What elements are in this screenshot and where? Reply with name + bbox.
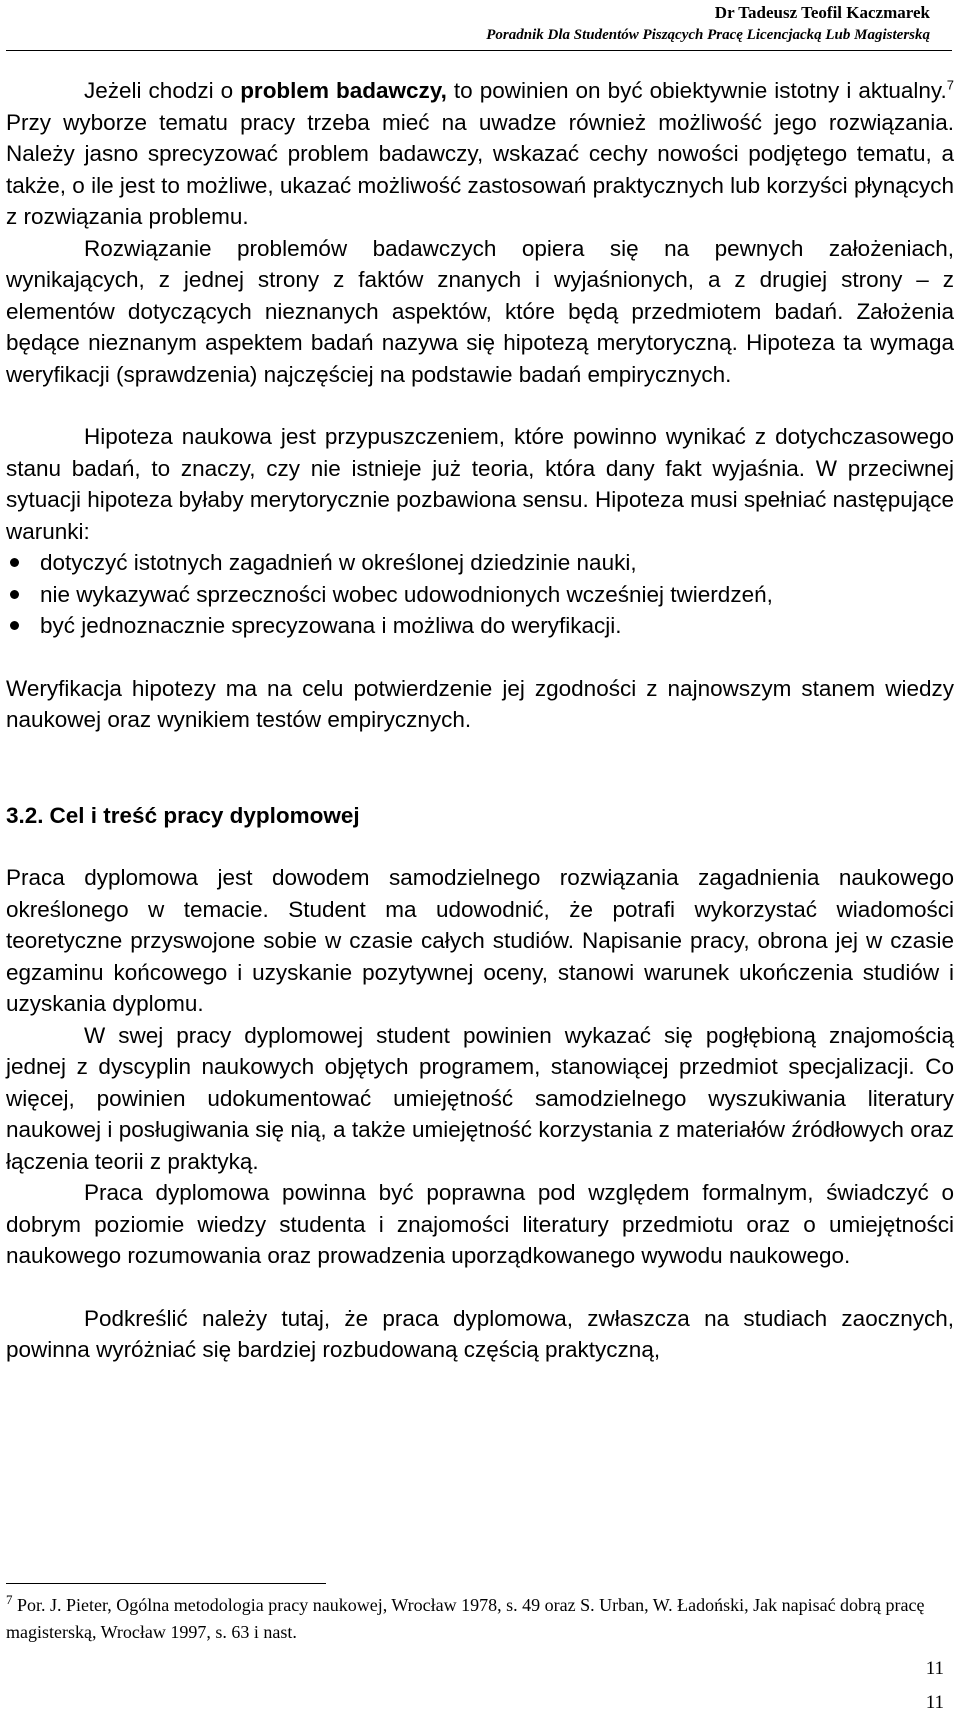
footnote-number: 7 xyxy=(6,1592,13,1607)
paragraph-podkreslic: Podkreślić należy tutaj, że praca dyplomowa, zwłaszcza na studiach zaocznych, powinna wyróżniać się bardziej rozbudowaną częścią praktyczną, xyxy=(6,1305,954,1362)
paragraph-student: W swej pracy dyplomowej student powinien wykazać się pogłębioną znajomością jednej z dyscyplin naukowych objętych programem, stanowiącej przedmiot specjalizacji. Co więcej, powinien udokumentować umiejętność samodzielnego wyszukiwania literatury naukowej i posługiwania się nią, a także umiejętność korzystania z materiałów źródłowych oraz łączenia teorii z praktyką. xyxy=(6,1022,954,1174)
section-title: Cel i treść pracy dyplomowej xyxy=(49,802,360,828)
spacer xyxy=(6,390,954,421)
section-heading xyxy=(6,800,954,832)
spacer xyxy=(6,831,954,862)
footnote-text: Por. J. Pieter, Ogólna metodologia pracy naukowej, Wrocław 1978, s. 49 oraz S. Urban, W. Ładoński, Jak napisać dobrą pracę magisterską, Wrocław 1997, s. 63 i nast. xyxy=(6,1595,925,1642)
paragraph-text: to powinien on być obiektywnie istotny i aktualny. xyxy=(446,78,947,103)
paragraph-poprawna: Praca dyplomowa powinna być poprawna pod względem formalnym, świadczyć o dobrym poziomie wiedzy studenta i znajomości literatury przedmiotu oraz o umiejętności naukowego rozumowania oraz prowadzenia uporządkowanego wywodu naukowego. xyxy=(6,1180,954,1268)
list-item: dotyczyć istotnych zagadnień w określonej dziedzinie nauki, xyxy=(6,547,954,579)
paragraph-hipoteza: Hipoteza naukowa jest przypuszczeniem, które powinno wynikać z dotychczasowego stanu badań, to znaczy, czy nie istnieje już teoria, która dany fakt wyjaśnia. W przeciwnej sytuacji hipoteza byłaby merytorycznie pozbawiona sensu. Hipoteza musi spełniać następujące warunki: xyxy=(6,424,955,544)
paragraph-weryfikacja: Weryfikacja hipotezy ma na celu potwierdzenie jej zgodności z najnowszym stanem wiedzy naukowej oraz wynikiem testów empirycznych. xyxy=(6,675,954,732)
section-number: 3.2. xyxy=(6,802,44,828)
header-subtitle: Poradnik Dla Studentów Piszących Pracę Licencjacką Lub Magisterską xyxy=(486,27,930,43)
list-item: być jednoznacznie sprecyzowana i możliwa do weryfikacji. xyxy=(6,610,954,642)
header-author: Dr Tadeusz Teofil Kaczmarek xyxy=(714,3,930,22)
spacer xyxy=(6,642,954,673)
page-number: 11 xyxy=(925,1692,944,1713)
header-rule xyxy=(6,50,952,51)
footnote-rule xyxy=(6,1583,326,1584)
bullet-list xyxy=(6,547,954,642)
page-number: 11 xyxy=(925,1658,944,1679)
paragraph-rozwiazanie: Rozwiązanie problemów badawczych opiera się na pewnych założeniach, wynikających, z jednej strony z faktów znanych i wyjaśnionych, a z drugiej strony – z elementów dotyczących nieznanych aspektów, które będą przedmiotem badań. Założenia będące nieznanym aspektem badań nazywa się hipotezą merytoryczną. Hipoteza ta wymaga weryfikacji (sprawdzenia) najczęściej na podstawie badań empirycznych. xyxy=(6,235,954,387)
paragraph-text: Jeżeli chodzi o xyxy=(84,78,241,103)
spacer xyxy=(6,736,954,800)
paragraph-problem-badawczy xyxy=(6,75,954,233)
body-text xyxy=(6,75,954,1366)
paragraph-praca-dyplomowa: Praca dyplomowa jest dowodem samodzielnego rozwiązania zagadnienia naukowego określonego w temacie. Student ma udowodnić, że potrafi wykorzystać wiadomości teoretyczne przyswojone sobie w czasie całych studiów. Napisanie pracy, obrona jej w czasie egzaminu końcowego i uzyskanie pozytywnej oceny, stanowi warunek ukończenia studiów i uzyskania dyplomu. xyxy=(6,865,954,1016)
paragraph-text: Przy wyborze tematu pracy trzeba mieć na uwadze również możliwość jego rozwiązania. Należy jasno sprecyzować problem badawczy, wskazać cechy nowości podjętego tematu, a także, o ile jest to możliwe, ukazać możliwość zastosowań praktycznych lub korzyści płynących z rozwiązania problemu. xyxy=(6,109,954,229)
footnote xyxy=(6,1592,951,1646)
footnote-reference[interactable]: 7 xyxy=(946,77,954,93)
spacer xyxy=(6,1272,954,1303)
list-item: nie wykazywać sprzeczności wobec udowodnionych wcześniej twierdzeń, xyxy=(6,579,954,611)
bold-term: problem badawczy, xyxy=(240,78,447,103)
page-header xyxy=(486,2,930,46)
